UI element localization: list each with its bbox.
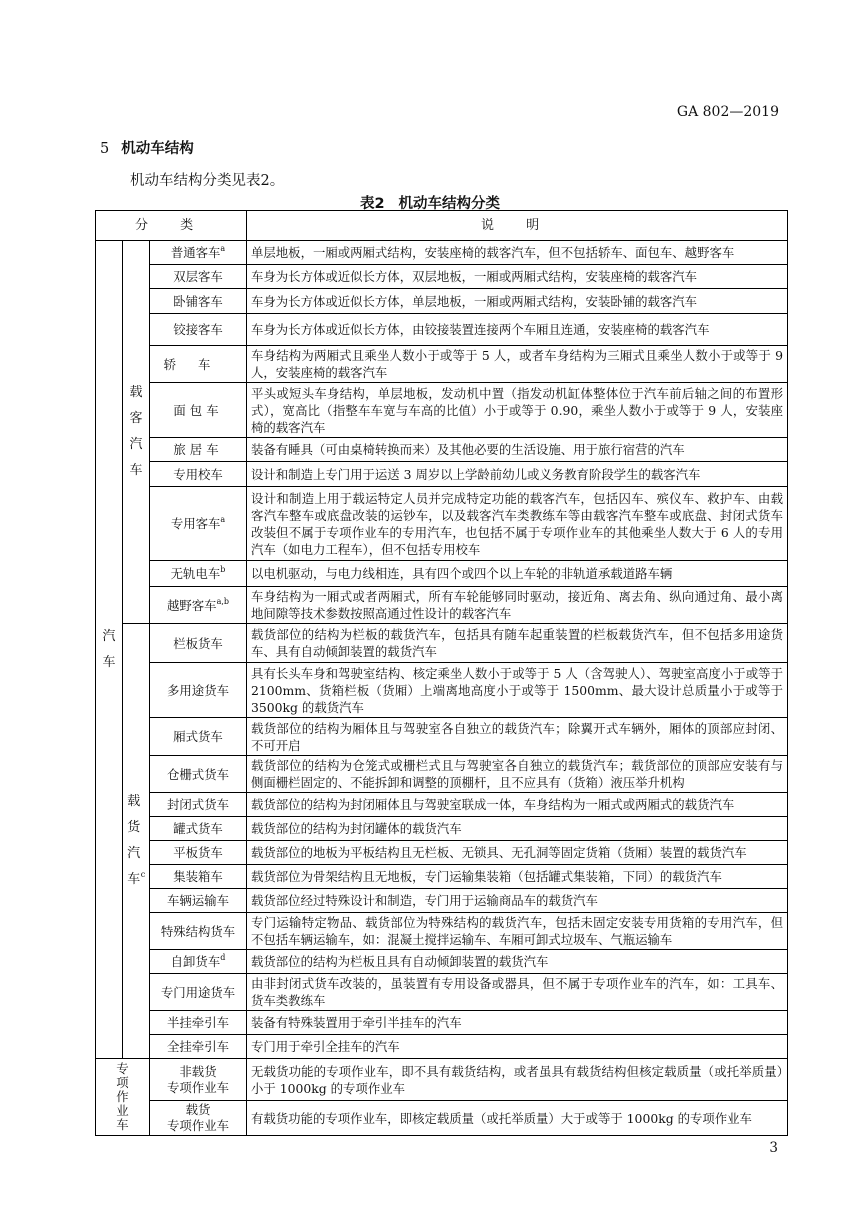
category-cell-special: [96, 1059, 150, 1136]
table-row: [96, 289, 788, 314]
footnote-mark: d: [220, 953, 226, 962]
subtype-name: [150, 865, 247, 889]
subtype-description: 车身结构为一厢式或者两厢式，所有车轮能够同时驱动，接近角、离去角、纵向通过角、最小离地间隙等技术参数按照高通过性设计的载客汽车: [247, 587, 788, 624]
subtype-label: 专门用途货车: [160, 984, 236, 1000]
table-row: [96, 1059, 788, 1101]
subtype-name: [150, 718, 247, 756]
table-row: [96, 1101, 788, 1136]
subtype-label: 厢式货车: [173, 729, 223, 744]
subtype-label: 越野客车: [167, 597, 217, 613]
footnote-mark: a: [220, 244, 226, 253]
subtype-label: 自卸货车: [170, 954, 221, 969]
subtype-label: 轿车: [163, 356, 233, 372]
subtype-label: 封闭式货车: [167, 797, 229, 812]
table-title: 机动车结构分类: [398, 196, 501, 212]
subtype-label: 特殊结构货车: [160, 923, 236, 939]
subtype-name: [150, 974, 247, 1011]
table-row: [96, 587, 788, 624]
subtype-description: 由非封闭式货车改装的，虽装置有专用设备或器具，但不属于专项作业车的汽车，如：工具车、货车类教练车: [247, 974, 788, 1011]
table-row: [96, 718, 788, 756]
subtype-description: 载货部位的结构为仓笼式或栅栏式且与驾驶室各自独立的载货汽车；载货部位的顶部应安装有与侧面栅栏固定的、不能拆卸和调整的顶棚杆，且不应具有（货箱）液压举升机构: [247, 756, 788, 793]
table-row: [96, 561, 788, 587]
subtype-name: [150, 1011, 247, 1035]
subtype-label-line2: 专项作业车: [167, 1079, 229, 1095]
subtype-label: 面包车: [173, 402, 223, 418]
table-row: [96, 889, 788, 913]
group-cell-vehicle: [96, 241, 123, 1059]
footnote-mark: b: [220, 565, 226, 574]
subtype-description: 载货部位为骨架结构且无地板，专门运输集装箱（包括罐式集装箱，下同）的载货汽车: [247, 865, 788, 889]
subtype-label: 全挂牵引车: [167, 1039, 229, 1054]
subtype-description: 无载货功能的专项作业车，即不具有载货结构，或者虽具有载货结构但核定载质量（或托举质量）小于 1000kg 的专项作业车: [247, 1059, 788, 1101]
table-header-row: [96, 211, 788, 241]
subtype-description: 载货部位的结构为封闭厢体且与驾驶室联成一体，车身结构为一厢式或两厢式的载货汽车: [247, 793, 788, 817]
subtype-label: 多用途货车: [167, 682, 229, 698]
subtype-label: 集装箱车: [173, 869, 223, 884]
standard-number: GA 802—2019: [676, 104, 779, 120]
header-category: 分 类: [96, 211, 247, 241]
subtype-name: [150, 587, 247, 624]
subtype-description: 载货部位的结构为栏板且具有自动倾卸装置的载货汽车: [247, 950, 788, 974]
table-row: [96, 241, 788, 265]
subtype-name: [150, 756, 247, 793]
subtype-name: [150, 1035, 247, 1059]
subtype-name: [150, 561, 247, 587]
table-row: [96, 314, 788, 346]
subtype-name: [150, 950, 247, 974]
subtype-label: 无轨电车: [170, 566, 221, 581]
section-title: 机动车结构: [121, 141, 194, 157]
subtype-name: [150, 889, 247, 913]
table-row: [96, 346, 788, 383]
subtype-description: 载货部位的结构为封闭罐体的载货汽车: [247, 817, 788, 841]
subtype-name: [150, 663, 247, 718]
subtype-description: 以电机驱动，与电力线相连，具有四个或四个以上车轮的非轨道承载道路车辆: [247, 561, 788, 587]
header-description: 说 明: [247, 211, 788, 241]
subtype-name: [150, 438, 247, 462]
subtype-name: [150, 241, 247, 265]
subtype-name: [150, 793, 247, 817]
subtype-description: 平头或短头车身结构，单层地板，发动机中置（指发动机缸体整体位于汽车前后轴之间的布置形式），宽高比（指整车车宽与车高的比值）小于或等于 0.90，乘坐人数小于或等于 9 人，安装座椅的载客汽车: [247, 383, 788, 438]
subtype-name: [150, 1101, 247, 1136]
subtype-label-line2: 专项作业车: [167, 1118, 229, 1133]
subtype-name: [150, 383, 247, 438]
category-cell-cargo: [123, 624, 150, 1059]
table-row: [96, 487, 788, 561]
subtype-description: 专门运输特定物品、载货部位为特殊结构的载货汽车，包括未固定安装专用货箱的专用汽车，但不包括车辆运输车，如：混凝土搅拌运输车、车厢可卸式垃圾车、气瓶运输车: [247, 913, 788, 950]
subtype-description: 车身为长方体或近似长方体，由铰接装置连接两个车厢且连通，安装座椅的载客汽车: [247, 314, 788, 346]
category-label: 载客汽车: [129, 385, 143, 478]
table-row: [96, 817, 788, 841]
subtype-name: [150, 817, 247, 841]
subtype-label: 专用客车: [170, 516, 221, 531]
table-row: [96, 624, 788, 663]
page-number: 3: [769, 1140, 778, 1156]
table-row: [96, 663, 788, 718]
subtype-name: [150, 346, 247, 383]
subtype-description: 设计和制造上专门用于运送 3 周岁以上学龄前幼儿或义务教育阶段学生的载客汽车: [247, 462, 788, 487]
subtype-description: 装备有睡具（可由桌椅转换而来）及其他必要的生活设施、用于旅行宿营的汽车: [247, 438, 788, 462]
table-row: [96, 974, 788, 1011]
table-row: [96, 1011, 788, 1035]
subtype-label: 车辆运输车: [167, 893, 229, 908]
subtype-name: [150, 487, 247, 561]
table-row: [96, 438, 788, 462]
footnote-mark: c: [140, 870, 146, 879]
section-number: 5: [100, 141, 110, 157]
subtype-name: [150, 624, 247, 663]
subtype-name: [150, 462, 247, 487]
table-row: [96, 950, 788, 974]
subtype-description: 车身结构为两厢式且乘坐人数小于或等于 5 人，或者车身结构为三厢式且乘坐人数小于或等于 9 人，安装座椅的载客汽车: [247, 346, 788, 383]
subtype-description: 专门用于牵引全挂车的汽车: [247, 1035, 788, 1059]
subtype-label: 半挂牵引车: [167, 1015, 229, 1030]
table-number: 表2: [359, 196, 385, 212]
subtype-description: 设计和制造上用于载运特定人员并完成特定功能的载客汽车，包括囚车、殡仪车、救护车、由载客汽车整车或底盘改装的运钞车，以及载客汽车类教练车等由载客汽车整车或底盘、封闭式货车改装但不属于专项作业车的专用汽车，也包括不属于专项作业车的其他乘坐人数大于 6 人的专用汽车（如电力工程车），但不包括专用校车: [247, 487, 788, 561]
footnote-mark: a,b: [216, 596, 229, 606]
table-row: [96, 462, 788, 487]
table-row: [96, 913, 788, 950]
subtype-description: 载货部位的地板为平板结构且无栏板、无锁具、无孔洞等固定货箱（货厢）装置的载货汽车: [247, 841, 788, 865]
section-heading: [100, 137, 194, 158]
subtype-description: 车身为长方体或近似长方体，单层地板，一厢或两厢式结构，安装卧铺的载客汽车: [247, 289, 788, 314]
subtype-description: 单层地板，一厢或两厢式结构，安装座椅的载客汽车，但不包括轿车、面包车、越野客车: [247, 241, 788, 265]
subtype-description: 载货部位经过特殊设计和制造，专门用于运输商品车的载货汽车: [247, 889, 788, 913]
subtype-description: 有载货功能的专项作业车，即核定载质量（或托举质量）大于或等于 1000kg 的专项作业车: [247, 1101, 788, 1136]
table-row: [96, 841, 788, 865]
subtype-description: 具有长头车身和驾驶室结构、核定乘坐人数小于或等于 5 人（含驾驶人）、驾驶室高度小于或等于 2100mm、货箱栏板（货厢）上端离地高度小于或等于 1500mm、最大设计总质量小于或等于 3500kg 的载货汽车: [247, 663, 788, 718]
subtype-name: [150, 1059, 247, 1101]
subtype-name: [150, 841, 247, 865]
table-row: [96, 793, 788, 817]
subtype-label: 栏板货车: [173, 635, 223, 651]
subtype-label: 铰接客车: [173, 322, 223, 337]
category-label: 专项作业车: [116, 1060, 129, 1132]
subtype-name: [150, 289, 247, 314]
subtype-label-line1: 载货: [185, 1102, 211, 1117]
classification-table: [95, 210, 788, 1136]
subtype-description: 载货部位的结构为栏板的载货汽车，包括具有随车起重装置的栏板载货汽车，但不包括多用途货车、具有自动倾卸装置的载货汽车: [247, 624, 788, 663]
subtype-label: 普通客车: [170, 245, 221, 260]
table-row: [96, 265, 788, 289]
footnote-mark: a: [220, 515, 226, 524]
subtype-description: 车身为长方体或近似长方体，双层地板，一厢或两厢式结构，安装座椅的载客汽车: [247, 265, 788, 289]
subtype-label: 卧铺客车: [173, 293, 223, 309]
subtype-label: 平板货车: [173, 845, 223, 860]
subtype-label: 罐式货车: [173, 821, 223, 836]
subtype-label: 旅居车: [173, 442, 223, 457]
table-row: [96, 383, 788, 438]
subtype-label-line1: 非载货: [179, 1063, 217, 1079]
table-row: [96, 1035, 788, 1059]
intro-paragraph: 机动车结构分类见表2。: [130, 173, 285, 189]
group-label: 汽车: [102, 628, 116, 670]
subtype-label: 仓栅式货车: [167, 766, 229, 782]
category-cell-passenger: [123, 241, 150, 624]
subtype-description: 载货部位的结构为厢体且与驾驶室各自独立的载货汽车；除翼开式车辆外，厢体的顶部应封闭、不可开启: [247, 718, 788, 756]
subtype-label: 双层客车: [173, 269, 223, 284]
table-row: [96, 756, 788, 793]
subtype-name: [150, 265, 247, 289]
subtype-description: 装备有特殊装置用于牵引半挂车的汽车: [247, 1011, 788, 1035]
subtype-name: [150, 314, 247, 346]
table-row: [96, 865, 788, 889]
subtype-label: 专用校车: [173, 466, 223, 482]
subtype-name: [150, 913, 247, 950]
category-label: 载货汽车: [127, 794, 141, 887]
